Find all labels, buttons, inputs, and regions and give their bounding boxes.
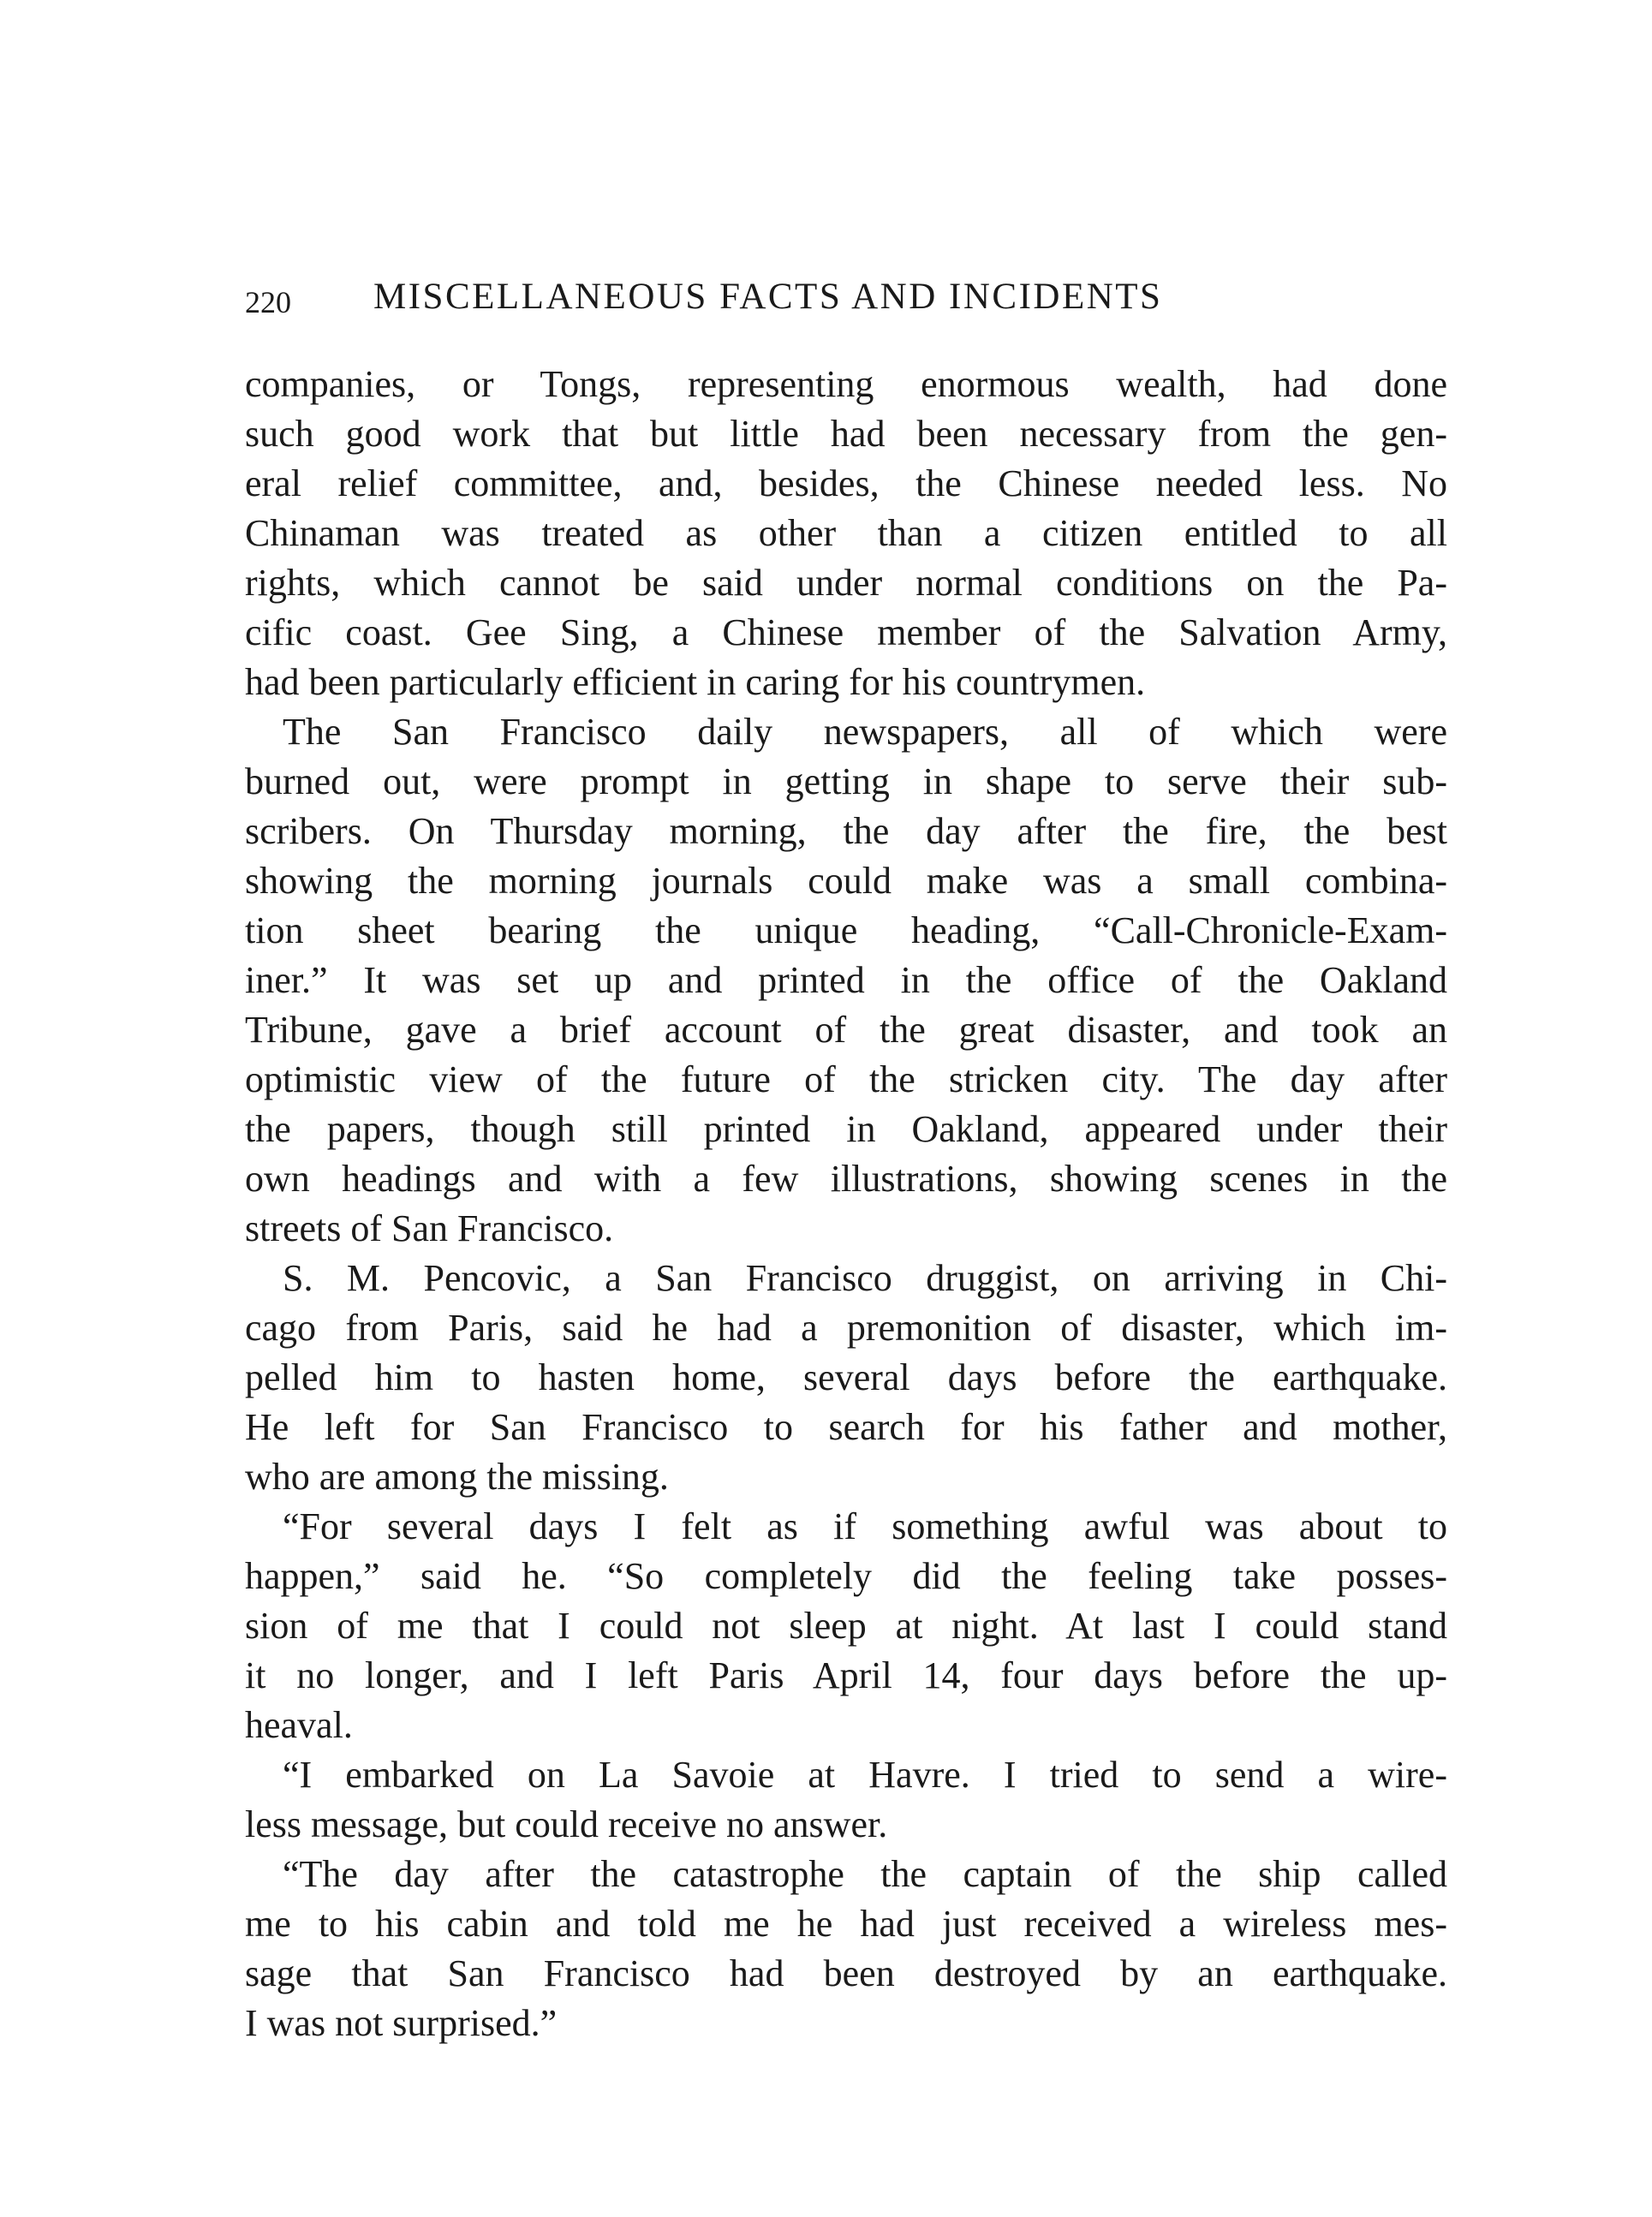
- text-line: own headings and with a few illustrations, showing scenes in the: [245, 1158, 1447, 1200]
- body-text: [245, 360, 1447, 2048]
- paragraph: [245, 707, 1447, 1254]
- text-line: eral relief committee, and, besides, the Chinese needed less. No: [245, 462, 1447, 504]
- text-line: “I embarked on La Savoie at Havre. I tried to send a wire-: [283, 1754, 1447, 1796]
- text-line: cago from Paris, said he had a premonition of disaster, which im-: [245, 1307, 1447, 1349]
- text-line: me to his cabin and told me he had just received a wireless mes-: [245, 1903, 1447, 1945]
- text-line: tion sheet bearing the unique heading, “Call-Chronicle-Exam-: [245, 909, 1447, 951]
- paragraph: [245, 1850, 1447, 2048]
- text-line: iner.” It was set up and printed in the office of the Oakland: [245, 959, 1447, 1001]
- text-line: optimistic view of the future of the stricken city. The day after: [245, 1058, 1447, 1100]
- text-line: had been particularly efficient in caring for his countrymen.: [245, 661, 1146, 703]
- page-number: 220: [245, 285, 291, 319]
- text-line: streets of San Francisco.: [245, 1207, 614, 1249]
- text-line: companies, or Tongs, representing enormous wealth, had done: [245, 363, 1447, 405]
- text-line: He left for San Francisco to search for his father and mother,: [245, 1406, 1447, 1448]
- text-line: who are among the missing.: [245, 1456, 669, 1498]
- text-line: “For several days I felt as if something awful was about to: [283, 1505, 1447, 1547]
- text-line: burned out, were prompt in getting in shape to serve their sub-: [245, 760, 1447, 802]
- text-line: such good work that but little had been necessary from the gen-: [245, 413, 1447, 455]
- text-line: scribers. On Thursday morning, the day after the fire, the best: [245, 810, 1447, 852]
- text-line: less message, but could receive no answer.: [245, 1803, 888, 1845]
- text-line: it no longer, and I left Paris April 14, four days before the up-: [245, 1654, 1447, 1696]
- running-title: MISCELLANEOUS FACTS AND INCIDENTS: [373, 277, 1163, 317]
- text-line: I was not surprised.”: [245, 2002, 558, 2044]
- text-line: sion of me that I could not sleep at night. At last I could stand: [245, 1605, 1447, 1647]
- text-line: pelled him to hasten home, several days before the earthquake.: [245, 1356, 1447, 1398]
- paragraph: [245, 1750, 1447, 1850]
- text-line: rights, which cannot be said under normal conditions on the Pa-: [245, 562, 1447, 604]
- text-line: sage that San Francisco had been destroyed by an earthquake.: [245, 1952, 1447, 1994]
- running-header: [245, 276, 1447, 327]
- text-line: showing the morning journals could make was a small combina-: [245, 860, 1447, 902]
- paragraph: [245, 360, 1447, 707]
- text-line: “The day after the catastrophe the captain of the ship called: [283, 1853, 1447, 1895]
- text-line: heaval.: [245, 1704, 353, 1746]
- paragraph: [245, 1502, 1447, 1750]
- text-line: Tribune, gave a brief account of the great disaster, and took an: [245, 1009, 1447, 1051]
- text-line: cific coast. Gee Sing, a Chinese member of the Salvation Army,: [245, 611, 1447, 653]
- text-line: happen,” said he. “So completely did the feeling take posses-: [245, 1555, 1447, 1597]
- text-line: Chinaman was treated as other than a citizen entitled to all: [245, 512, 1447, 554]
- paragraph: [245, 1254, 1447, 1502]
- text-line: The San Francisco daily newspapers, all of which were: [283, 711, 1447, 753]
- text-line: S. M. Pencovic, a San Francisco druggist, on arriving in Chi-: [283, 1257, 1447, 1299]
- text-line: the papers, though still printed in Oakland, appeared under their: [245, 1108, 1447, 1150]
